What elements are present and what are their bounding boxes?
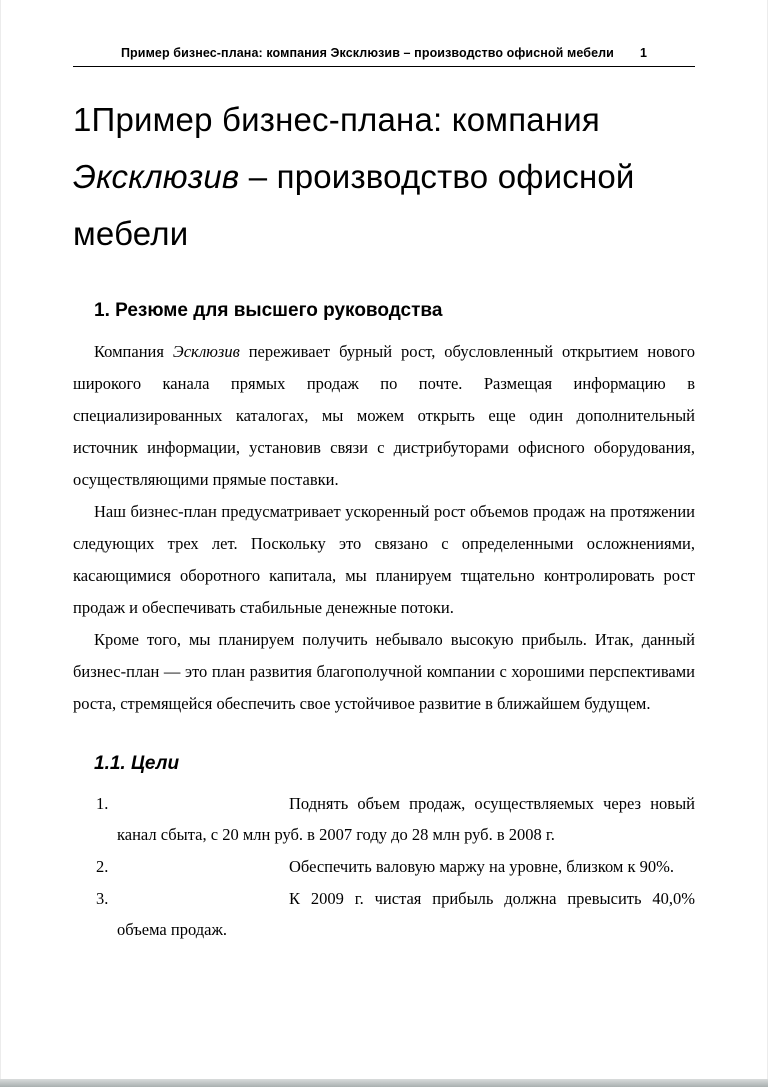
page-number: 1 (639, 46, 648, 60)
title-part-1: 1Пример бизнес-плана: компания (73, 101, 600, 138)
page-bottom-edge (0, 1079, 768, 1087)
section-heading-summary: 1. Резюме для высшего руководства (94, 300, 443, 321)
paragraph-1-after: переживает бурный рост, обусловленный открытием нового широкого канала прямых продаж по почте. Размещая информацию в специализированных каталогах, мы можем открыть еще один дополнительный источник информации, установив связи с дистрибуторами офисного оборудования, осуществляющими прямые поставки. (73, 342, 696, 489)
paragraph-1-before: Компания (94, 342, 173, 361)
list-item-text: Обеспечить валовую маржу на уровне, близком к 90%. (289, 857, 674, 876)
title-italic-part: Эксклюзив (73, 158, 240, 195)
paragraph-1-italic: Эсклюзив (172, 342, 240, 361)
list-item-text: Поднять объем продаж, осуществляемых через новый канал сбыта, с 20 млн руб. в 2007 году до 28 млн руб. в 2008 г. (117, 794, 695, 844)
list-item-number: 3. (96, 889, 109, 908)
document-title (73, 91, 695, 262)
header-rule (73, 66, 695, 67)
header-title: Пример бизнес-плана: компания Эксклюзив – производство офисной мебели (120, 46, 614, 60)
list-item (73, 883, 695, 945)
summary-paragraph-1 (73, 336, 695, 496)
list-item (73, 851, 695, 882)
page-header (73, 46, 695, 60)
section-heading-goals: 1.1. Цели (94, 753, 180, 774)
list-item-text: К 2009 г. чистая прибыль должна превысить 40,0% объема продаж. (117, 889, 695, 939)
goals-list (73, 788, 695, 945)
list-item-number: 1. (96, 794, 109, 813)
title-part-2: – производство офисной мебели (73, 158, 635, 252)
summary-paragraph-3: Кроме того, мы планируем получить небывало высокую прибыль. Итак, данный бизнес-план — это план развития благополучной компании с хорошими перспективами роста, стремящейся обеспечить свое устойчивое развитие в ближайшем будущем. (73, 630, 695, 713)
summary-paragraph-2: Наш бизнес-план предусматривает ускоренный рост объемов продаж на протяжении следующих трех лет. Поскольку это связано с определенными осложнениями, касающимися оборотного капитала, мы планируем тщательно контролировать рост продаж и обеспечивать стабильные денежные потоки. (73, 502, 695, 617)
list-item (73, 788, 695, 850)
list-item-number: 2. (96, 857, 109, 876)
